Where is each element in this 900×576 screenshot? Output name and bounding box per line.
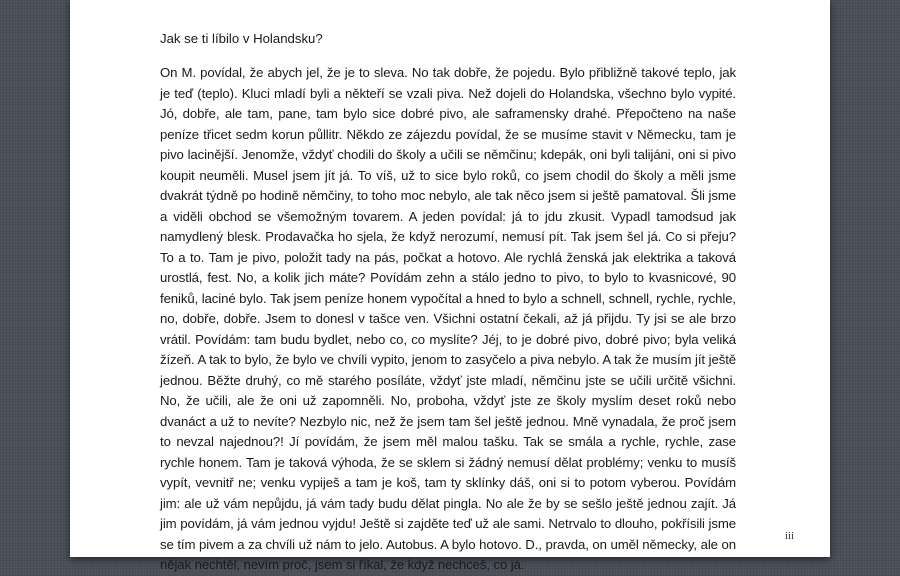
page-content: [160, 29, 736, 576]
page-number: iii: [784, 530, 794, 542]
interview-question: Jak se ti líbilo v Holandsku?: [160, 31, 323, 46]
document-page: [70, 0, 830, 572]
interview-answer: On M. povídal, že abych jel, že je to sleva. No tak dobře, že pojedu. Bylo přibližně takové teplo, jak je teď (teplo). Kluci mladí byli a někteří se vzali piva. Než dojeli do Holandska, všechno bylo vypité. Jó, dobře, ale tam, pane, tam bylo sice dobré pivo, ale saframensky drahé. Přepočteno na naše peníze třicet sedm korun půllitr. Někdo ze zájezdu povídal, že se musíme stavit v Německu, tam je pivo lacinější. Jenomže, vždyť chodili do školy a učili se němčinu; kdepák, oni byli talijáni, oni si pivo koupit neuměli. Musel jsem jít já. To víš, už to sice bylo roků, co jsem chodil do školy a měli jsme dvakrát týdně po hodině němčiny, to toho moc nebylo, ale tak něco jsem si ještě pamatoval. Šli jsme a viděli obchod se všemožným tovarem. A jeden povídal: já to jdu zkusit. Vypadl tamodsud jak namydlený blesk. Prodavačka ho sjela, že když nerozumí, nemusí pít. Tak jsem šel já. Co si přeju? To a to. Tam je pivo, položit tady na pás, počkat a hotovo. Ale rychlá ženská jak elektrika a taková urostlá, fest. No, a kolik jich máte? Povídám zehn a stálo jedno to pivo, to bylo to kvasnicové, 90 feniků, laciné bylo. Tak jsem peníze honem vypočítal a hned to bylo a schnell, schnell, rychle, rychle, no, dobře, dobře. Jsem to donesl v tašce ven. Všichni ostatní čekali, až já přijdu. Ty jsi se ale brzo vrátil. Povídám: tam budu bydlet, nebo co, co myslíte? Jéj, to je dobré pivo, dobré pivo; byla veliká žízeň. A tak to bylo, že bylo ve chvíli vypito, jenom to zasyčelo a piva nebylo. A tak že musím jít ještě jednou. Běžte druhý, co mě starého posíláte, vždyť jste mladí, němčinu jste se učili určitě všichni. No, že učili, ale že oni už zapomněli. No, proboha, vždyť jste ze školy myslím deset roků nebo dvanáct a už to nevíte? Nezbylo nic, než že jsem tam šel ještě jednou. Mně vynadala, že proč jsem to nevzal najednou?! Jí povídám, že jsem měl malou tašku. Tak se smála a rychle, rychle, zase rychle honem. Tam je taková výhoda, že se sklem si žádný nemusí dělat problémy; venku to musíš vypít, vevnitř ne; venku vypiješ a tam je koš, tam ty sklínky dáš, oni si to potom vyberou. Povídám jim: ale už vám nepůjdu, já vám tady budu dělat pingla. No ale že by se sešlo ještě jednou zajít. Já jim povídám, já vám jednou vyjdu! Ještě si zajděte teď už ale sami. Netrvalo to dlouho, pokřísili jsme se tím pivem a za chvíli už nám to jelo. Autobus. A bylo hotovo. D., pravda, on uměl německy, ale on nějak nechtěl, nevím proč, jsem si říkal, že když nechceš, co já.: [160, 65, 736, 572]
